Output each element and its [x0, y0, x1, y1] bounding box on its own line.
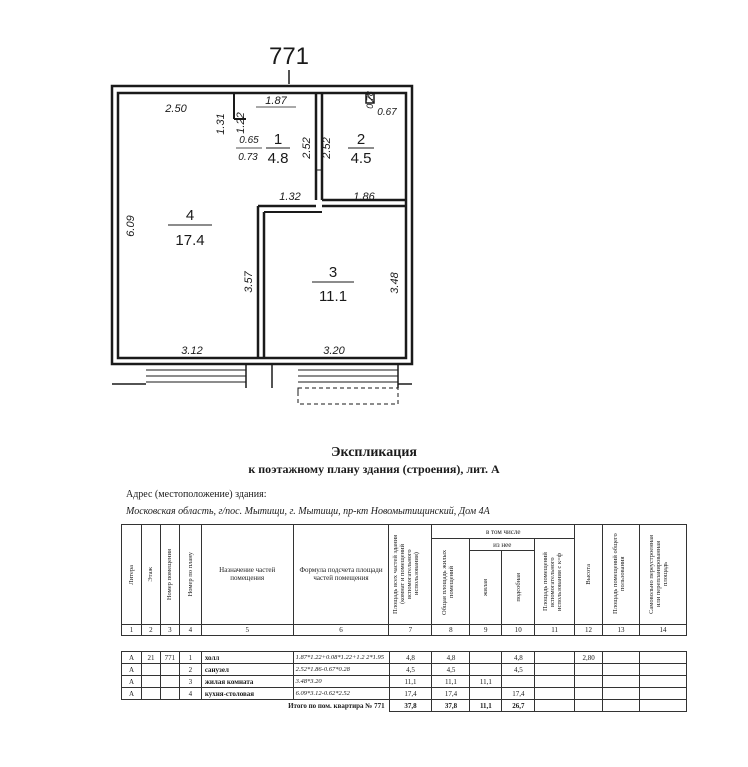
col-header-aux: подсобная: [502, 551, 535, 624]
svg-text:1.22: 1.22: [235, 112, 247, 134]
col-header-incl: в том числе: [432, 525, 575, 539]
svg-text:11.1: 11.1: [318, 288, 348, 305]
svg-text:2.50: 2.50: [165, 103, 187, 115]
svg-text:1.86: 1.86: [353, 191, 375, 203]
col-header-unauth: Самовольно переустроенная или перепланированная площадь: [639, 525, 686, 625]
svg-text:2: 2: [356, 131, 366, 148]
col-header-aux-use: Площадь помещений вспомогательного использования с к=ф: [535, 539, 575, 625]
col-header-plan-no: Номер по плану: [179, 525, 201, 625]
col-header-liter: Литера: [122, 525, 142, 625]
table-row: А 2 санузел 2.52*1.86-0.67*0.28 4,5 4,5 4,5: [122, 664, 687, 676]
svg-text:6.09: 6.09: [125, 215, 137, 237]
room-4-label: [168, 207, 212, 249]
col-header-area-all: Площадь всех частей здания (комнат и помещений вспомогательного использования): [389, 525, 432, 625]
total-row: Итого по пом. квартира № 771 37,8 37,8 11,1 26,7: [122, 700, 687, 712]
col-header-of-it: из нее: [470, 539, 535, 551]
svg-text:3.12: 3.12: [181, 345, 203, 357]
svg-text:2.52: 2.52: [321, 137, 333, 159]
room-1-label: [266, 131, 290, 167]
col-header-height: Высота: [575, 525, 603, 625]
svg-text:3.48: 3.48: [389, 272, 401, 294]
room-2-label: [348, 131, 374, 167]
svg-text:1: 1: [273, 131, 283, 148]
apartment-number: 771: [268, 43, 310, 70]
col-header-common: Площадь помещений общего пользования: [603, 525, 640, 625]
svg-text:0.67: 0.67: [377, 107, 397, 118]
table-row: А 21 771 1 холл 1.87*1.22+0.08*1.22+1.2 2*1.95 4,8 4,8 4,8 2,80: [122, 652, 687, 664]
address-value: Московская область, г/пос. Мытищи, г. Мытищи, пр-кт Новомытищинский, Дом 4А: [126, 506, 490, 517]
col-number-row: 1 2 3 4 5 6 7 8 9 10 11 12 13 14: [122, 624, 687, 635]
svg-text:4.5: 4.5: [350, 150, 372, 167]
col-header-floor: Этаж: [141, 525, 160, 625]
col-header-total-living: Общая площадь жилых помещений: [432, 539, 470, 625]
table-row: А 3 жилая комната 3.48*3.20 11,1 11,1 11,1: [122, 676, 687, 688]
room-3-label: [312, 264, 354, 305]
col-header-room-no: Номер помещения: [160, 525, 179, 625]
svg-text:4: 4: [185, 207, 195, 224]
explication-body-table: [121, 651, 687, 712]
explication-subtitle: к поэтажному плану здания (строения), лит. А: [248, 462, 500, 476]
col-header-purpose: Назначение частей помещения: [201, 525, 293, 625]
explication-title: Экспликация: [331, 445, 417, 460]
svg-text:4.8: 4.8: [267, 150, 289, 167]
col-header-formula: Формула подсчета площади частей помещения: [293, 525, 389, 625]
balcony: [112, 364, 412, 404]
svg-text:0.65: 0.65: [239, 135, 259, 146]
walls: [112, 86, 412, 364]
svg-text:1.32: 1.32: [279, 191, 301, 203]
svg-text:0.73: 0.73: [238, 152, 258, 163]
address-label: Адрес (местоположение) здания:: [126, 489, 267, 500]
svg-text:17.4: 17.4: [175, 232, 205, 249]
svg-text:3.57: 3.57: [243, 271, 255, 293]
svg-text:1.87: 1.87: [265, 95, 287, 107]
col-header-living: жилая: [470, 551, 502, 624]
svg-text:0.78: 0.78: [365, 91, 375, 109]
svg-text:2.52: 2.52: [301, 137, 313, 159]
svg-text:3: 3: [328, 264, 338, 281]
explication-header-table: [121, 524, 687, 636]
svg-text:3.20: 3.20: [323, 345, 345, 357]
table-row: А 4 кухня-столовая 6.09*3.12-0.62*2.52 17,4 17,4 17,4: [122, 688, 687, 700]
svg-text:1.31: 1.31: [215, 113, 227, 135]
